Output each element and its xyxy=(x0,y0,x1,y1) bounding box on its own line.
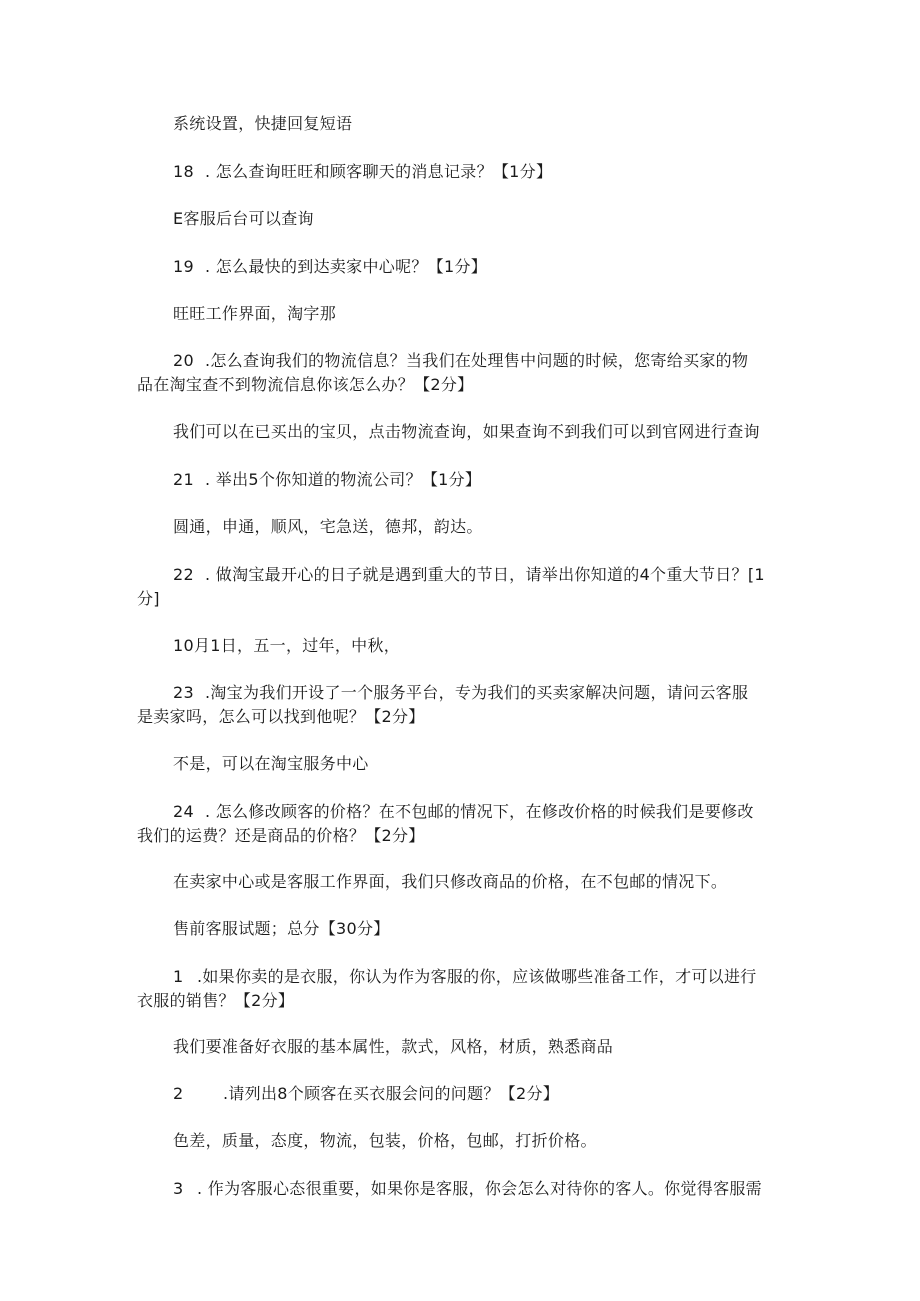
question-number: 22 xyxy=(173,565,194,584)
question-text: . 怎么修改顾客的价格？在不包邮的情况下，在修改价格的时候我们是要修改 xyxy=(205,802,754,821)
question-number: 19 xyxy=(173,257,194,276)
question-2 xyxy=(173,1082,559,1106)
question-text: .淘宝为我们开设了一个服务平台，专为我们的买卖家解决问题，请问云客服 xyxy=(205,683,749,702)
answer-text: 不是，可以在淘宝服务中心 xyxy=(173,754,369,773)
question-18 xyxy=(173,160,552,184)
question-21 xyxy=(173,468,481,492)
answer-text: 色差，质量，态度，物流，包装，价格，包邮，打折价格。 xyxy=(173,1131,597,1150)
question-number: 21 xyxy=(173,470,194,489)
question-24 xyxy=(173,800,754,824)
question-22 xyxy=(173,563,765,587)
question-20 xyxy=(173,349,748,373)
question-text-continued: 衣服的销售？【2分】 xyxy=(137,991,295,1010)
question-text: .请列出8个顾客在买衣服会问的问题？【2分】 xyxy=(223,1084,560,1103)
question-3 xyxy=(173,1177,762,1201)
question-number: 24 xyxy=(173,802,194,821)
question-text-continued: 是卖家吗，怎么可以找到他呢？【2分】 xyxy=(137,707,425,726)
question-1 xyxy=(173,965,757,989)
answer-text: 我们要准备好衣服的基本属性，款式，风格，材质，熟悉商品 xyxy=(173,1037,614,1056)
answer-text: 我们可以在已买出的宝贝，点击物流查询，如果查询不到我们可以到官网进行查询 xyxy=(173,422,760,441)
question-text: .怎么查询我们的物流信息？当我们在处理售中问题的时候，您寄给买家的物 xyxy=(205,351,749,370)
question-text: . 怎么查询旺旺和顾客聊天的消息记录？【1分】 xyxy=(205,162,553,181)
answer-text: 在卖家中心或是客服工作界面，我们只修改商品的价格，在不包邮的情况下。 xyxy=(173,872,728,891)
question-number: 18 xyxy=(173,162,194,181)
question-23 xyxy=(173,681,748,705)
question-number: 2 xyxy=(173,1084,184,1103)
question-text: . 举出5个你知道的物流公司？【1分】 xyxy=(205,470,482,489)
question-19 xyxy=(173,255,487,279)
question-text-continued: 分] xyxy=(137,589,160,608)
question-text-continued: 品在淘宝查不到物流信息你该怎么办？【2分】 xyxy=(137,375,474,394)
answer-text: E客服后台可以查询 xyxy=(173,209,314,228)
question-text: .如果你卖的是衣服，你认为作为客服的你，应该做哪些准备工作，才可以进行 xyxy=(197,967,757,986)
answer-text: 旺旺工作界面，淘字那 xyxy=(173,304,337,323)
question-number: 23 xyxy=(173,683,194,702)
answer-text: 圆通，申通，顺风，宅急送，德邦，韵达。 xyxy=(173,517,483,536)
question-number: 1 xyxy=(173,967,184,986)
question-number: 3 xyxy=(173,1179,184,1198)
answer-text: 系统设置，快捷回复短语 xyxy=(173,114,353,133)
question-text: . 怎么最快的到达卖家中心呢？【1分】 xyxy=(205,257,488,276)
question-text: . 做淘宝最开心的日子就是遇到重大的节日，请举出你知道的4个重大节日？[1 xyxy=(205,565,765,584)
question-number: 20 xyxy=(173,351,194,370)
question-text-continued: 我们的运费？还是商品的价格？【2分】 xyxy=(137,826,425,845)
section-heading: 售前客服试题；总分【30分】 xyxy=(173,919,390,938)
answer-text: 10月1日，五一，过年，中秋， xyxy=(173,636,401,655)
question-text: . 作为客服心态很重要，如果你是客服，你会怎么对待你的客人。你觉得客服需 xyxy=(197,1179,762,1198)
